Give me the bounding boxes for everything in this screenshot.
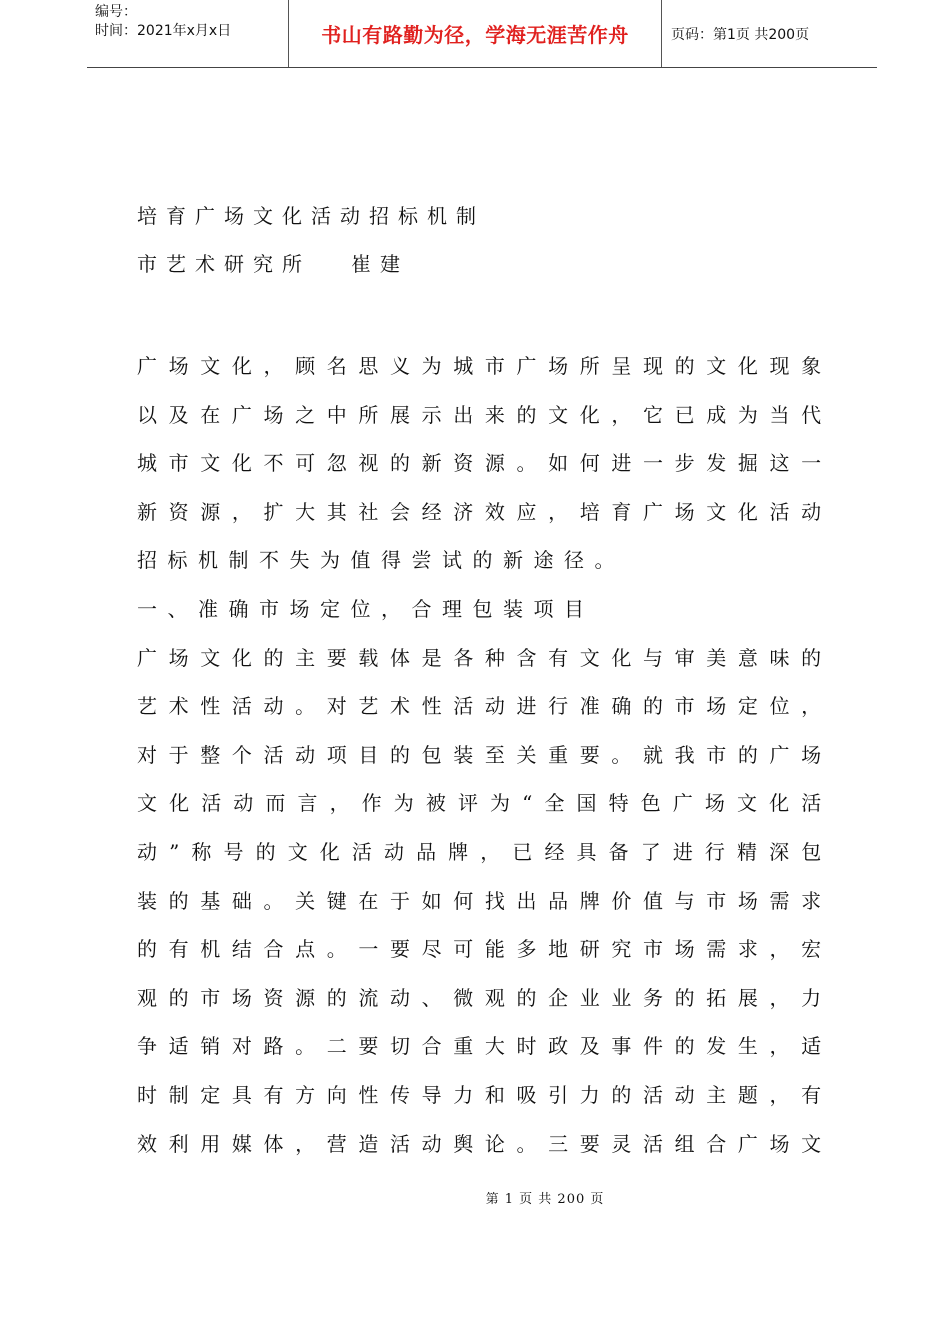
text-line: 广 场 文 化 的 主 要 载 体 是 各 种 含 有 文 化 与 审 美 意 味 的 [137,645,821,670]
text-line: 艺 术 性 活 动 。 对 艺 术 性 活 动 进 行 准 确 的 市 场 定 位 ， [137,694,821,719]
number-label: 编号： [95,4,137,20]
text-line: 观 的 市 场 资 源 的 流 动 、 微 观 的 企 业 业 务 的 拓 展 ， 力 [137,985,821,1010]
header-divider [661,0,662,67]
page-header [87,0,877,68]
spacer [137,293,821,342]
text-line: 效 利 用 媒 体 ， 营 造 活 动 舆 论 。 三 要 灵 活 组 合 广 场 文 [137,1131,821,1156]
document-title: 培育广场文化活动招标机制 [137,204,485,228]
text-line: 文 化 活 动 而 言 ， 作 为 被 评 为 “ 全 国 特 色 广 场 文 化 活 [137,791,821,816]
text-line: 装 的 基 础 。 关 键 在 于 如 何 找 出 品 牌 价 值 与 市 场 需 求 [137,888,821,913]
document-body [137,197,821,1168]
author-organization: 市艺术研究所 [137,252,311,276]
time-label: 时间：2021年x月x日 [95,23,232,39]
header-meta [95,3,231,41]
document-author [137,245,821,293]
text-line: 的 有 机 结 合 点 。 一 要 尽 可 能 多 地 研 究 市 场 需 求 ， 宏 [137,937,821,962]
text-line: 对 于 整 个 活 动 项 目 的 包 装 至 关 重 要 。 就 我 市 的 广 场 [137,742,821,767]
text-line: 城 市 文 化 不 可 忽 视 的 新 资 源 。 如 何 进 一 步 发 掘 这 一 [137,451,821,476]
header-motto: 书山有路勤为径，学海无涯苦作舟 [321,23,629,47]
text-line: 时 制 定 具 有 方 向 性 传 导 力 和 吸 引 力 的 活 动 主 题 ， 有 [137,1082,821,1107]
header-page-info: 页码：第1页 共200页 [671,26,810,43]
page-footer: 第 1 页 共 200 页 [485,1192,605,1207]
section-heading: 一、准确市场定位，合理包装项目 [137,596,595,621]
text-line: 以 及 在 广 场 之 中 所 展 示 出 来 的 文 化 ， 它 已 成 为 当 代 [137,402,821,427]
text-line: 争 适 销 对 路 。 二 要 切 合 重 大 时 政 及 事 件 的 发 生 ， 适 [137,1034,821,1059]
text-line: 动 ” 称 号 的 文 化 活 动 品 牌 ， 已 经 具 备 了 进 行 精 深 包 [137,839,821,864]
text-line: 新 资 源 ， 扩 大 其 社 会 经 济 效 应 ， 培 育 广 场 文 化 活 动 [137,499,821,524]
author-name: 崔建 [351,252,409,276]
text-line: 招标机制不失为值得尝试的新途径。 [137,548,625,573]
text-line: 广 场 文 化 ， 顾 名 思 义 为 城 市 广 场 所 呈 现 的 文 化 现 象 [137,354,821,378]
